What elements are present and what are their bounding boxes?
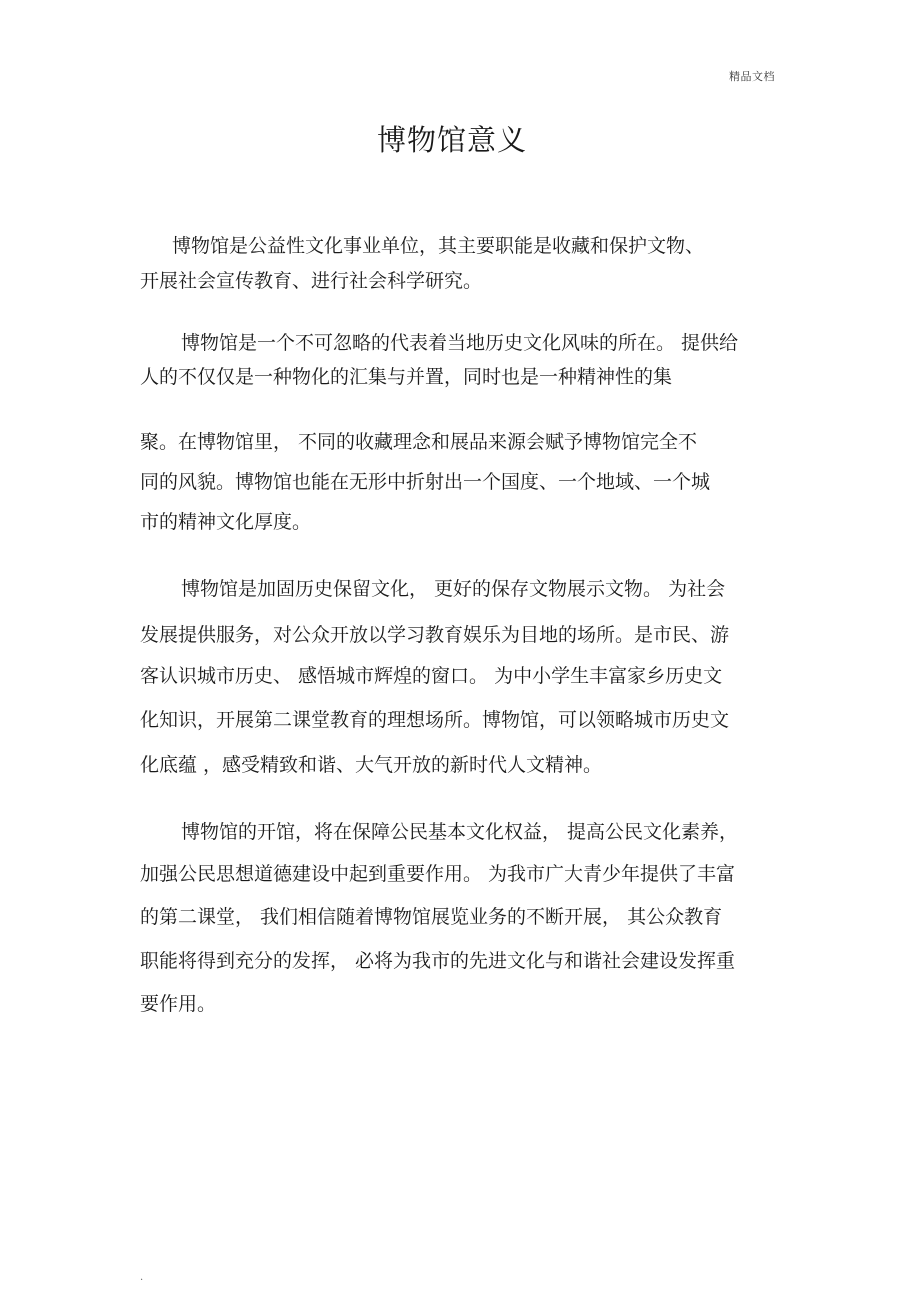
paragraph-line: 博物馆是加固历史保留文化， 更好的保存文物展示文物。 为社会: [181, 578, 726, 600]
paragraph-line: 同的风貌。博物馆也能在无形中折射出一个国度、一个地域、一个城: [140, 471, 711, 493]
paragraph-line: 的第二课堂， 我们相信随着博物馆展览业务的不断开展， 其公众教育: [140, 906, 723, 928]
paragraph-line: 化知识，开展第二课堂教育的理想场所。博物馆，可以领略城市历史文: [140, 709, 730, 731]
paragraph-line: 聚。在博物馆里， 不同的收藏理念和展品来源会赋予博物馆完全不: [140, 431, 698, 453]
paragraph-line: 化底蕴 ，感受精致和谐、大气开放的新时代人文精神。: [140, 754, 603, 776]
paragraph-line: 职能将得到充分的发挥， 必将为我市的先进文化与和谐社会建设发挥重: [140, 950, 736, 972]
paragraph-line: 博物馆是一个不可忽略的代表着当地历史文化风味的所在。 提供给: [181, 332, 739, 354]
footer-mark: .: [140, 1272, 144, 1283]
paragraph-line: 开展社会宣传教育、进行社会科学研究。: [140, 270, 483, 292]
paragraph-line: 加强公民思想道德建设中起到重要作用。 为我市广大青少年提供了丰富: [140, 863, 736, 885]
page-header-label: 精品文档: [729, 70, 775, 83]
paragraph-line: 市的精神文化厚度。: [140, 511, 312, 533]
paragraph-line: 博物馆的开馆，将在保障公民基本文化权益， 提高公民文化素养，: [181, 821, 739, 843]
paragraph-line: 要作用。: [140, 993, 217, 1015]
paragraph-line: 博物馆是公益性文化事业单位，其主要职能是收藏和保护文物、: [172, 235, 705, 257]
paragraph-line: 客认识城市历史、 感悟城市辉煌的窗口。 为中小学生丰富家乡历史文: [140, 665, 723, 687]
document-title: 博物馆意义: [376, 123, 527, 157]
paragraph-line: 人的不仅仅是一种物化的汇集与并置，同时也是一种精神性的集: [140, 366, 673, 388]
paragraph-line: 发展提供服务，对公众开放以学习教育娱乐为目地的场所。是市民、游: [140, 624, 730, 646]
